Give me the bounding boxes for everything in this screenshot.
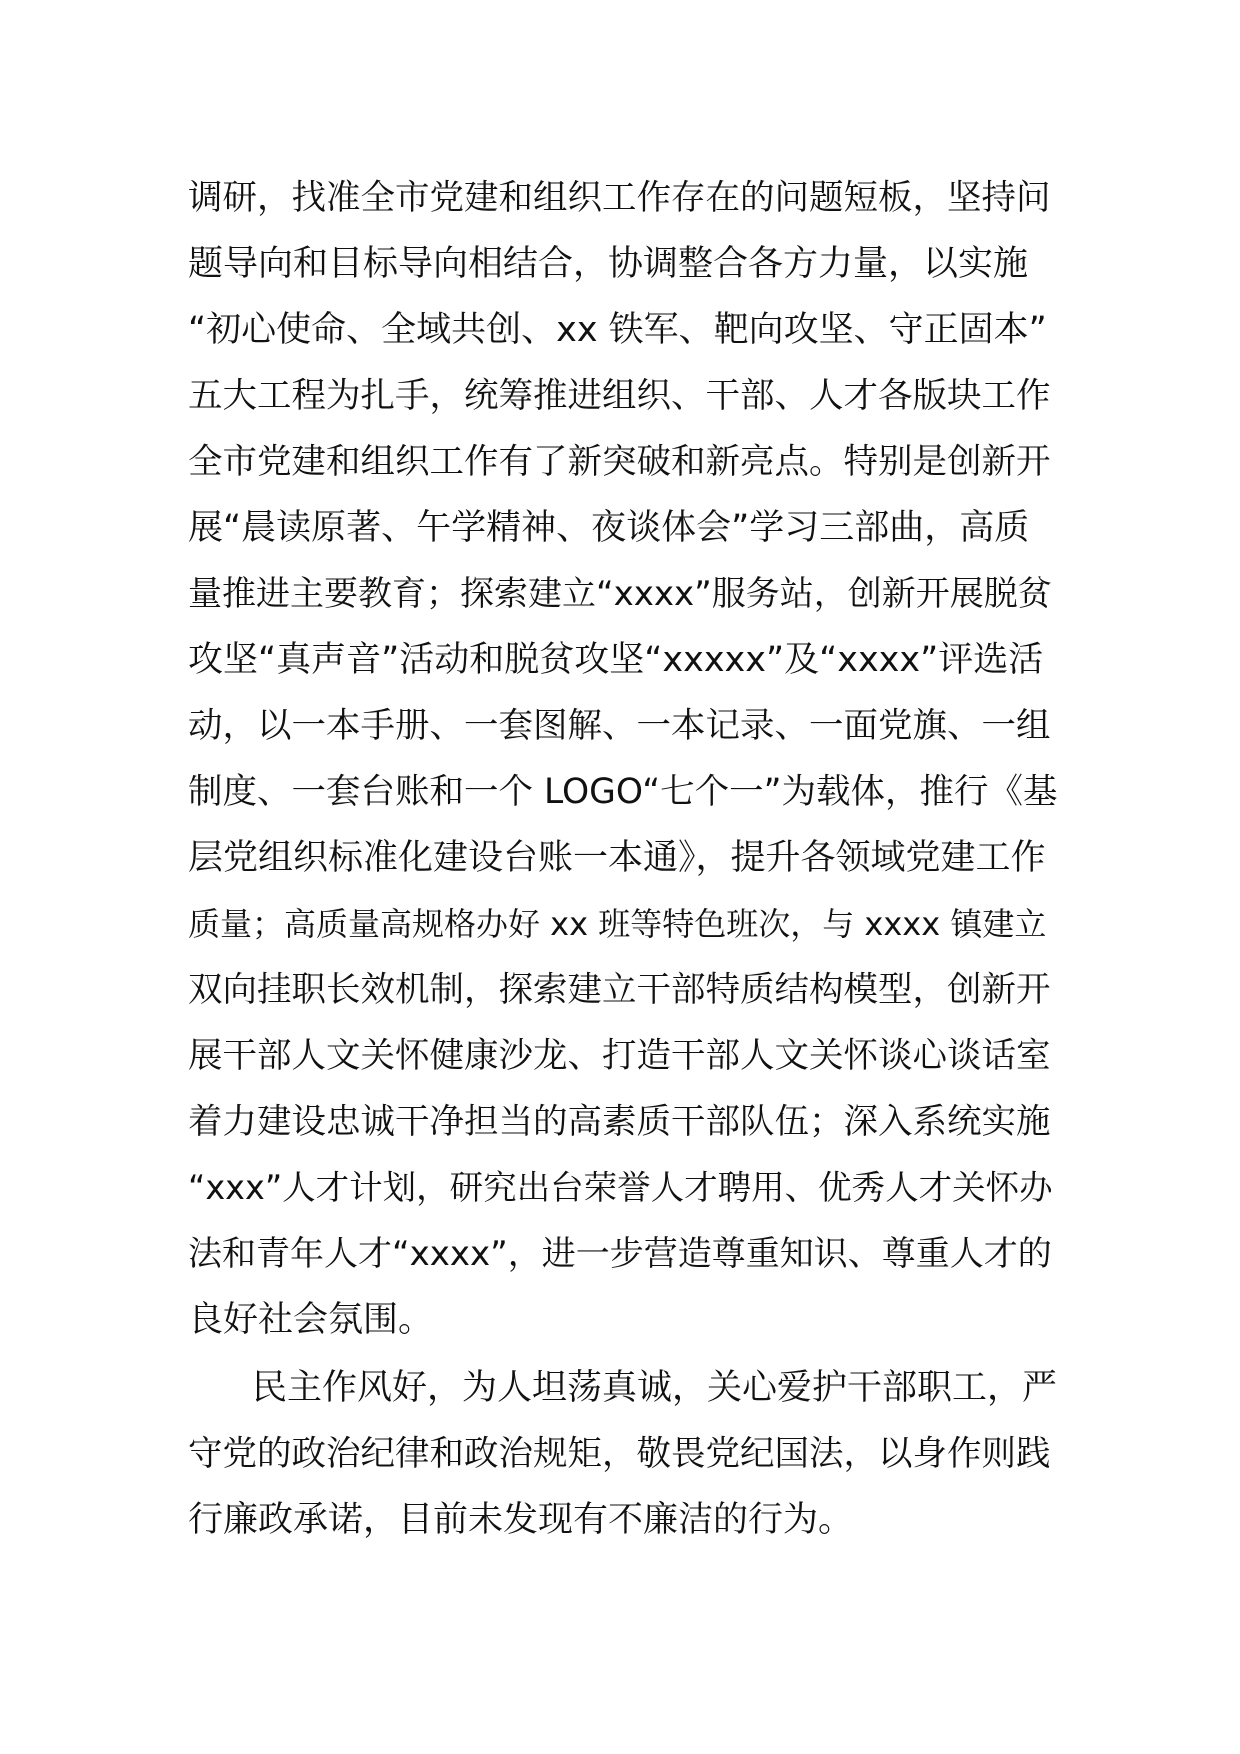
text-line: 全市党建和组织工作有了新突破和新亮点。特别是创新开: [188, 442, 1051, 482]
text-line: 制度、一套台账和一个 LOGO“七个一”为载体，推行《基: [188, 772, 1058, 812]
text-line: 展“晨读原著、午学精神、夜谈体会”学习三部曲，高质: [188, 508, 1030, 548]
paragraph-2: [188, 1355, 1058, 1553]
text-line: 调研，找准全市党建和组织工作存在的问题短板，坚持问: [188, 178, 1051, 218]
text-line: 动，以一本手册、一套图解、一本记录、一面党旗、一组: [188, 706, 1051, 746]
text-line: 展干部人文关怀健康沙龙、打造干部人文关怀谈心谈话室: [188, 1036, 1051, 1076]
text-line: 层党组织标准化建设台账一本通》，提升各领域党建工作: [188, 838, 1046, 878]
text-line: 着力建设忠诚干净担当的高素质干部队伍；深入系统实施: [188, 1102, 1051, 1142]
text-line: 法和青年人才“xxxx”，进一步营造尊重知识、尊重人才的: [188, 1234, 1052, 1274]
text-line: 守党的政治纪律和政治规矩，敬畏党纪国法，以身作则践: [188, 1434, 1051, 1474]
text-line: 民主作风好，为人坦荡真诚，关心爱护干部职工，严: [252, 1368, 1058, 1408]
text-line: 质量；高质量高规格办好 xx 班等特色班次，与 xxxx 镇建立: [188, 905, 1047, 943]
text-line: 攻坚“真声音”活动和脱贫攻坚“xxxxx”及“xxxx”评选活: [188, 640, 1044, 680]
text-line: 题导向和目标导向相结合，协调整合各方力量，以实施: [188, 244, 1029, 284]
text-line: 量推进主要教育；探索建立“xxxx”服务站，创新开展脱贫: [188, 574, 1052, 614]
text-line: 五大工程为扎手，统筹推进组织、干部、人才各版块工作: [188, 376, 1051, 416]
text-line: “初心使命、全域共创、xx 铁军、靶向攻坚、守正固本”: [188, 310, 1047, 350]
text-line: 行廉政承诺，目前未发现有不廉洁的行为。: [188, 1500, 854, 1540]
paragraph-1: [188, 165, 1058, 1353]
text-line: “xxx”人才计划，研究出台荣誉人才聘用、优秀人才关怀办: [188, 1168, 1053, 1207]
text-line: 良好社会氛围。: [188, 1300, 434, 1340]
text-line: 双向挂职长效机制，探索建立干部特质结构模型，创新开: [188, 970, 1051, 1010]
